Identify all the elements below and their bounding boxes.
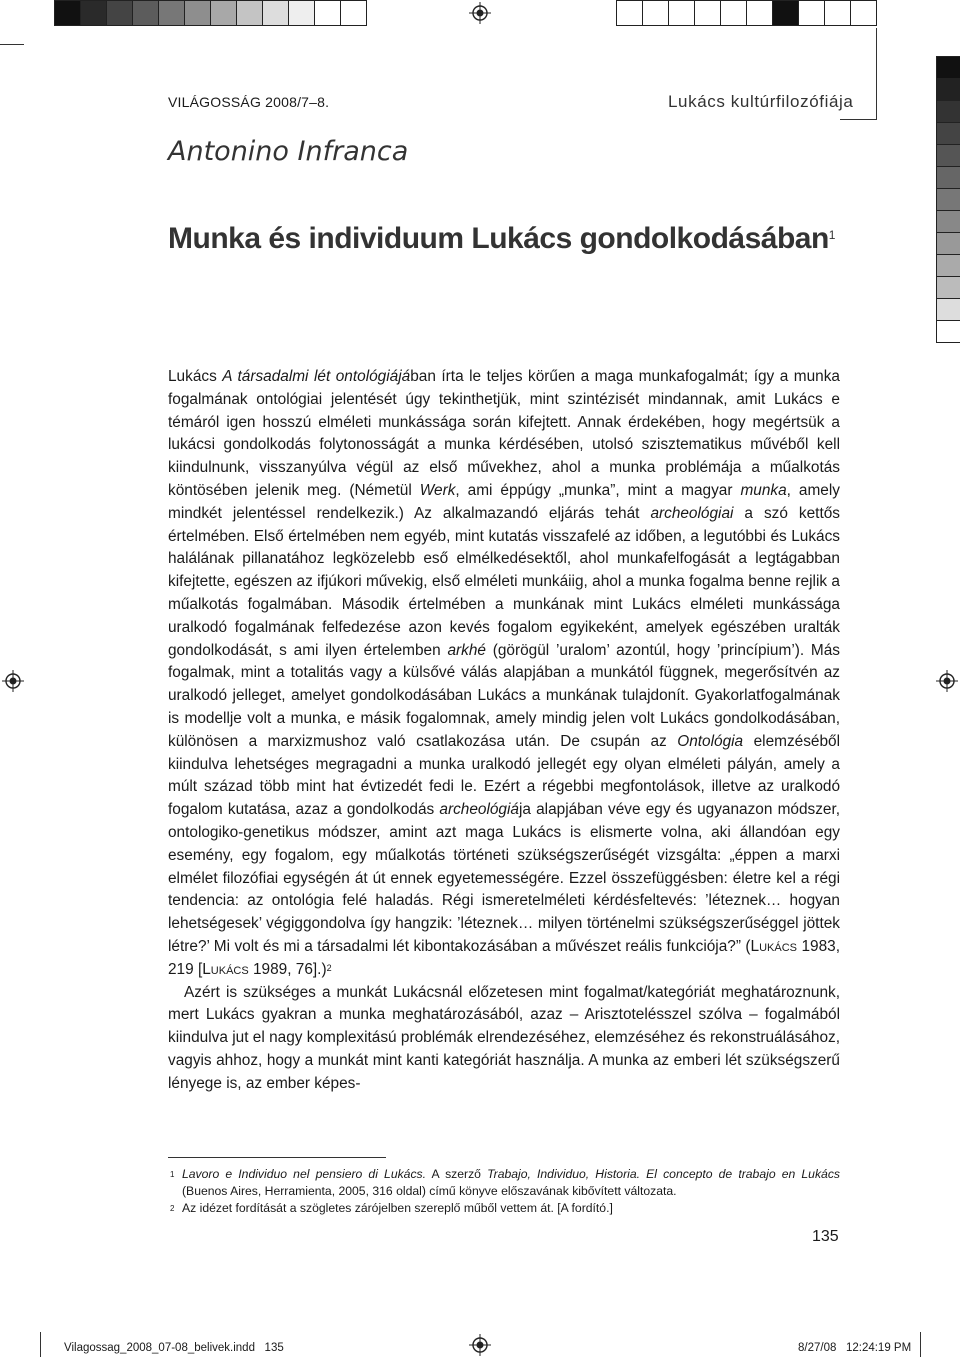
text-run: Lavoro e Individuo nel pensiero di Lukács. [182, 1167, 427, 1181]
crop-mark [0, 44, 24, 45]
text-run: 1989, 76].) [248, 960, 327, 978]
footnote-2 [170, 1200, 840, 1217]
text-run: (görögül ’uralom’ azontúl, hogy ’princípium’). Más fogalmak, mint a totalitás vagy a külsővé válás alapjában a munkától függnek, megerősítvén az uralkodó jelleget, amelyet gondolkodásában Lukács a munkának tulajdonít. Gyakorlatfogalmának is modellje volt a munka, e másik fogalomnak, amely mindig jelen volt Lukács gondolkodásában, különösen a marxizmushoz való csatlakozása után. De csupán az [168, 641, 840, 750]
body-paragraph-2: Azért is szükséges a munkát Lukácsnál előzetesen mint fogalmat/kategóriát meghatároznunk, mert Lukács gyakran a munka meghatározásából, azaz – Arisztotelésszel szólva – fogalmából kiindulva jut el nagy komplexitású problémák elrendezéséhez, elemzéséhez és rekonstruálásához, vagyis ahhoz, hogy a munkát mint kanti kategóriát használja. A munka az emberi lét szükségszerű lényege is, az ember képes- [168, 983, 840, 1092]
text-run: (Buenos Aires, Herramienta, 2005, 316 oldal) című könyve előszavának kibővített változata. [182, 1184, 677, 1198]
emphasis: archeológiai [650, 504, 734, 522]
header-rule-vertical [876, 28, 877, 120]
emphasis: Werk [419, 481, 456, 499]
footnote-text: Az idézet fordítását a szögletes zárójelben szereplő műből vettem át. [A fordító.] [182, 1201, 613, 1215]
body-paragraph-1 [168, 366, 840, 982]
text-run: , amely mindkét jelentéssel rendelkezik.) Az alkalmazandó eljárás tehát [168, 481, 840, 522]
emphasis: munka [740, 481, 787, 499]
book-title: Ontológia [677, 732, 744, 750]
citation-author: Lukács [202, 960, 249, 978]
header-rule-horizontal [840, 119, 877, 120]
text-run: , ami éppúgy „munka”, mint a magyar [455, 481, 741, 499]
color-bar-right [616, 0, 876, 28]
footnote-1 [170, 1166, 841, 1200]
text-run: A szerző [426, 1167, 488, 1181]
text-run: elemzéséből kiindulva lehetséges megragadni a munka uralkodó jellegét egy olyan elméleti pályán, amely a múlt század több mint hat évtizedét fedi le. Ezért a régebbi megfontolások, illetve az uralkodó fogalom kutatása, azaz a gondolkodás [168, 732, 840, 819]
footnote-number: 1 [170, 1170, 175, 1179]
text-run: ja alapjában véve egy és ugyanazon módszer, ontologiko-genetikus módszer, amint azt maga Lukács is elismerte volna, aki állandóan egy esemény, egy fogalom, egy műalkotás történeti szükségszerűségét vizsgálta: „éppen a marxi elmélet filozófiai egységén át út ennek egyetemességére. Ezzel összefüggésben: életre kel a régi tendencia: az ontológia felé haladás. Régi ismeretelméleti kérdésfeltevés: ’léteznek… hogyan lehetségesek’ végiggondolva így hangzik: ’léteznek… milyen történelmi szükségszerűséggel jöttek létre?’ Mi volt és mi a társadalmi lét kibontakozásában a művészet reális funkciója?” ( [168, 801, 841, 955]
footnote-rule [168, 1157, 386, 1158]
article-body [168, 366, 840, 1096]
crop-mark [920, 1332, 921, 1357]
color-bar-left [54, 0, 366, 28]
registration-mark-icon [936, 670, 958, 692]
text-run: Lukács [168, 368, 223, 385]
journal-header: VILÁGOSSÁG 2008/7–8. [168, 94, 330, 110]
article-title-text: Munka és individuum Lukács gondolkodásában [168, 222, 829, 255]
registration-mark-icon [469, 1334, 491, 1356]
registration-mark-icon [469, 2, 491, 24]
page-number: 135 [812, 1228, 839, 1245]
text-run: ban írta le teljes körűen a maga munkafogalmát; így a munka fogalmának ontológiai jelentését úgy tekinthetjük, mint szintézisét mindannak, amit Lukács e témáról igen hosszú elméleti munkássága során kifejtett. Annak érdekében, hogy megértsük a lukácsi gondolkodás folytonosságát a munka kérdésében, utolsó szisztematikus művéből kell kiindulnunk, visszanyúlva végül az első művekhez, ahol a munka problémája a műalkotás köntösében jelenik meg. (Németül [168, 368, 840, 499]
text-run: a szó kettős értelmében. Első értelmében nem egyéb, mint kutatás visszafelé az időben, a legutóbbi és Lukács halálának pillanatához legközelebb eső elmélkedésektől, ahol munkafelfogását a legtágabban kifejtette, egészen az ifjúkori művekig, első elméleti munkáiig, ahol a munka fogalma benne rejlik a műalkotás fogalmában. Második értelmében a munkának mint Lukács elméleti munkássága uralkodó fogalmának felfedezése azon kevés fogalom egyikeként, amelyek egészében uralták gondolkodását, s ami ilyen értelemben [168, 504, 840, 659]
date-slug: 8/27/08 12:24:19 PM [798, 1342, 912, 1354]
emphasis: arkhé [447, 641, 486, 659]
footnote-ref: 2 [326, 962, 332, 973]
citation-author: Lukács [750, 937, 798, 955]
color-bar-side [936, 56, 960, 342]
emphasis: archeológiá [439, 801, 519, 819]
registration-mark-icon [2, 670, 24, 692]
author-name: Antonino Infranca [168, 136, 409, 167]
footnote-number: 2 [170, 1204, 175, 1213]
section-header: Lukács kultúrfilozófiája [668, 92, 854, 111]
book-title: A társadalmi lét ontológiájá [222, 368, 411, 385]
crop-mark [40, 1332, 41, 1357]
title-footnote-ref: 1 [828, 228, 835, 242]
article-title [168, 222, 835, 256]
file-slug: Vilagossag_2008_07-08_belivek.indd 135 [64, 1342, 284, 1354]
book-title: Trabajo, Individuo, Historia. El concepto de trabajo en Lukács [487, 1167, 841, 1181]
text-run: 1983, 219 [ [168, 937, 840, 978]
